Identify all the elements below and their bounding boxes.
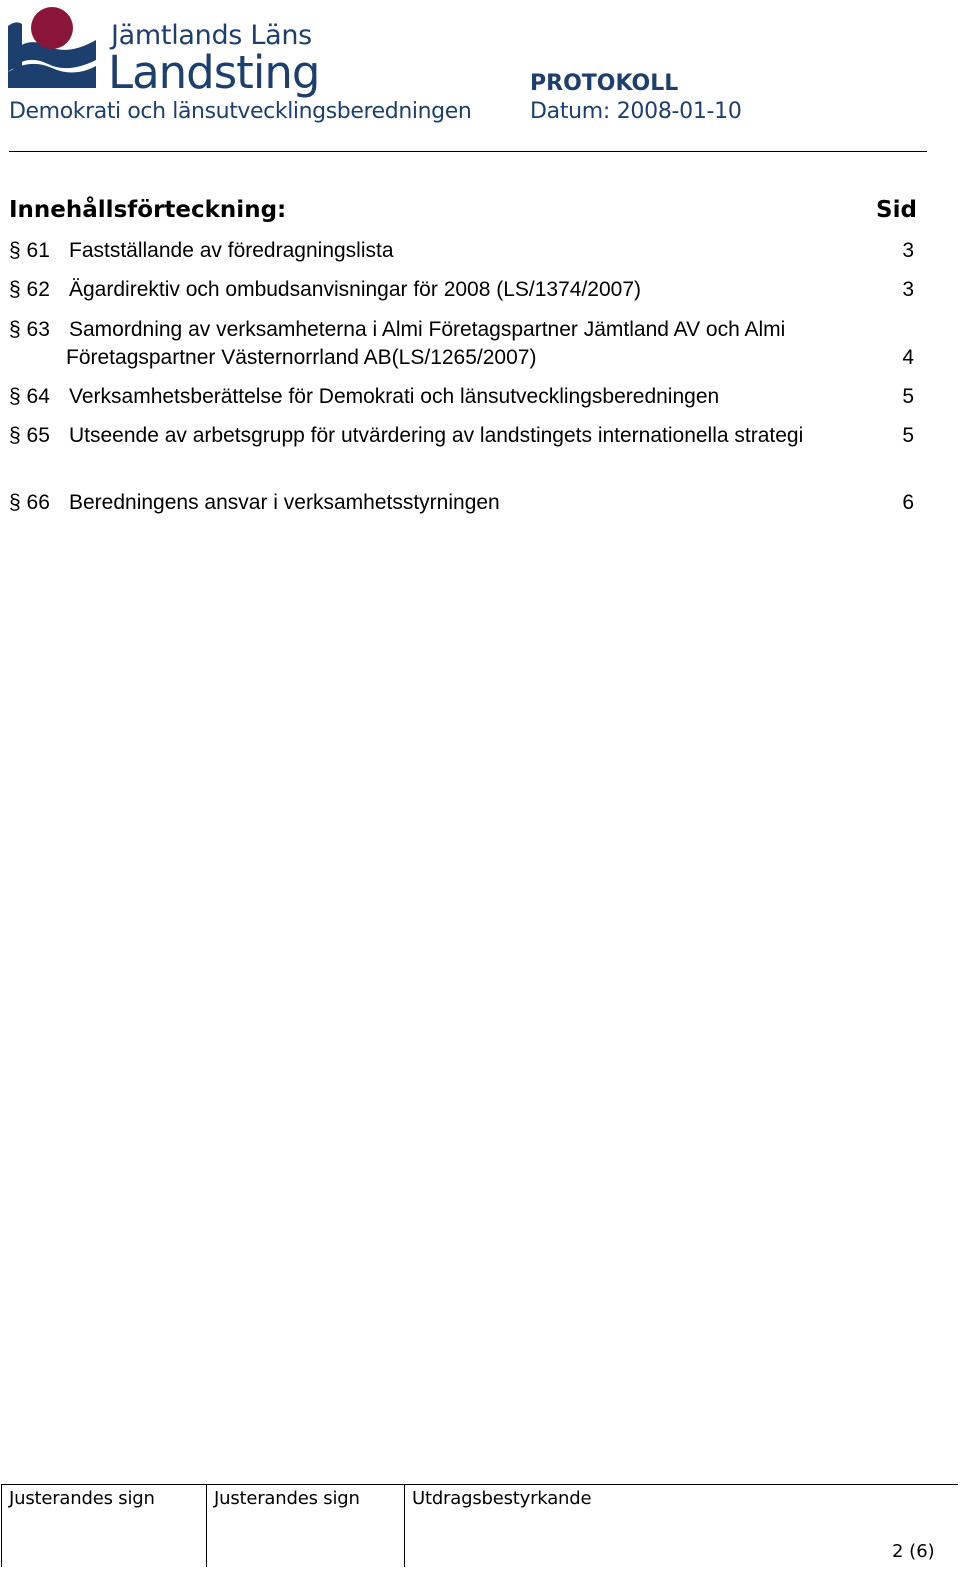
toc-item-page: 5 [902, 385, 914, 408]
document-type: PROTOKOLL [530, 71, 679, 96]
signature-label-1: Justerandes sign [9, 1488, 155, 1509]
extract-label: Utdragsbestyrkande [412, 1488, 592, 1509]
toc-item-page: 4 [902, 346, 914, 369]
toc-item-title: Beredningens ansvar i verksamhetsstyrningen [69, 491, 500, 514]
toc-item-title: Ägardirektiv och ombudsanvisningar för 2008 (LS/1374/2007) [69, 278, 642, 301]
toc-item [9, 237, 914, 265]
organization-name: Demokrati och länsutvecklingsberedningen [9, 99, 472, 124]
toc-item [9, 316, 914, 372]
toc-item [9, 422, 914, 450]
toc-item-paragraph: § 66 [9, 491, 50, 514]
toc-item-title: Samordning av verksamheterna i Almi Företagspartner Jämtland AV och Almi Företagspartner Västernorrland AB(LS/1265/2007) [66, 318, 786, 369]
signature-cell-2 [206, 1485, 405, 1567]
document-date: Datum: 2008-01-10 [530, 99, 742, 124]
toc-item-title: Fastställande av föredragningslista [69, 239, 394, 262]
toc-item [9, 489, 914, 517]
toc-item-paragraph: § 63 [9, 318, 50, 341]
toc-item-page: 3 [902, 239, 914, 262]
signature-cell-1 [1, 1485, 207, 1567]
logo-text-line2: Landsting [108, 46, 320, 99]
landsting-logo [8, 6, 320, 99]
toc-item-paragraph: § 61 [9, 239, 50, 262]
toc-heading: Innehållsförteckning: [9, 197, 287, 223]
toc-page-column-label: Sid [876, 197, 917, 223]
toc-item-paragraph: § 64 [9, 385, 50, 408]
signature-label-2: Justerandes sign [214, 1488, 360, 1509]
landsting-logo-mark-icon [8, 6, 102, 88]
toc-item-paragraph: § 62 [9, 278, 50, 301]
toc-item-page: 6 [902, 491, 914, 514]
logo-text-line1: Jämtlands Läns [111, 20, 312, 51]
extract-cell [404, 1485, 959, 1567]
toc-item-title: Verksamhetsberättelse för Demokrati och länsutvecklingsberedningen [69, 385, 720, 408]
toc-item-page: 5 [902, 424, 914, 447]
toc-item-page: 3 [902, 278, 914, 301]
toc-item [9, 383, 914, 411]
toc-item [9, 276, 914, 304]
toc-item-paragraph: § 65 [9, 424, 50, 447]
signature-footer [1, 1484, 958, 1567]
page-number: 2 (6) [892, 1541, 935, 1562]
toc-item-title: Utseende av arbetsgrupp för utvärdering av landstingets internationella strategi [69, 424, 804, 447]
header-divider [9, 151, 927, 152]
